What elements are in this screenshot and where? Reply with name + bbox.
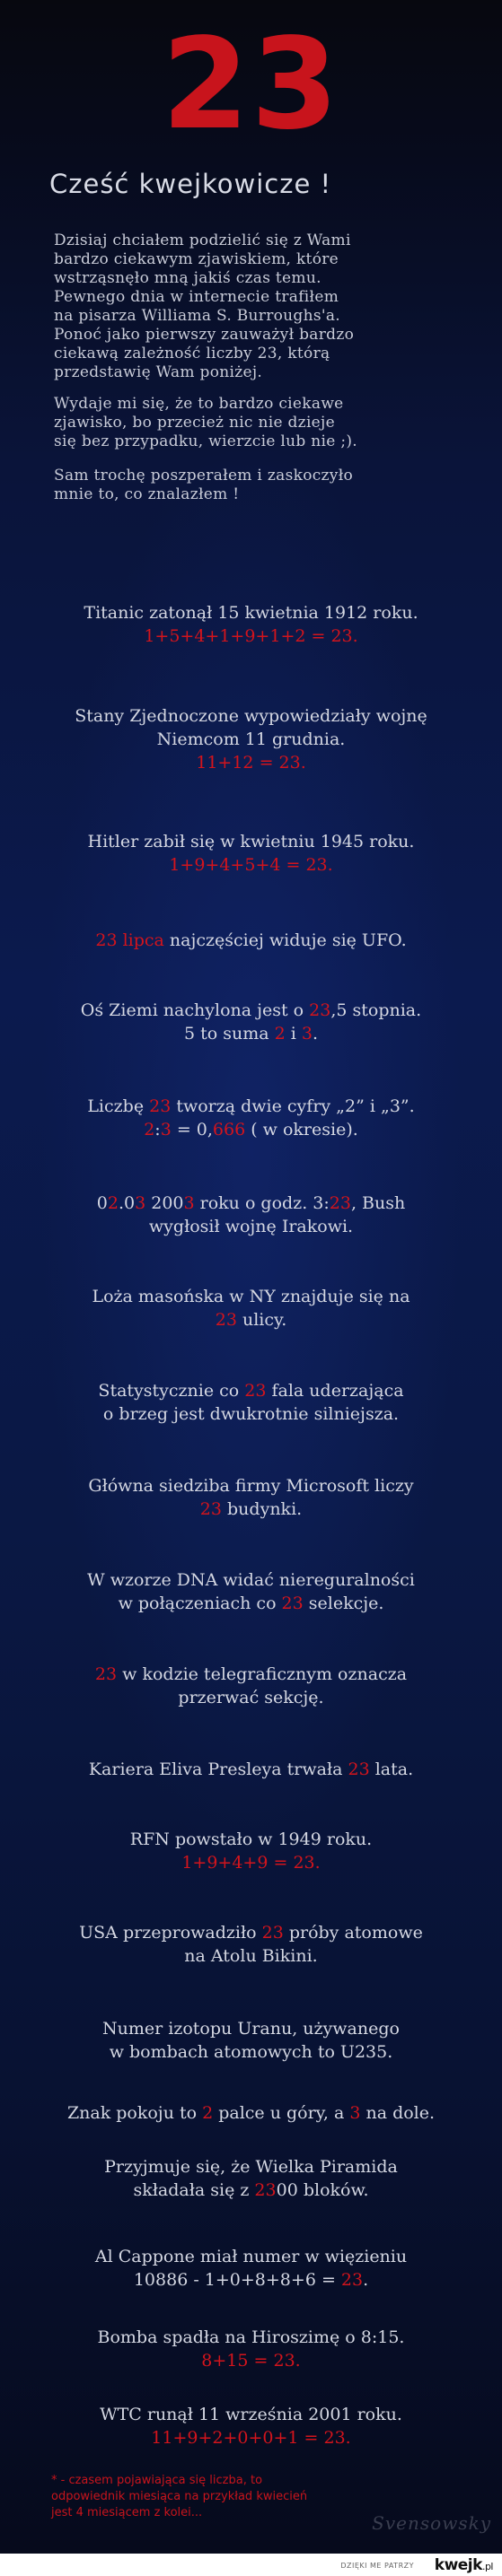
- intro-line: Wydaje mi się, że to bardzo ciekawe: [54, 395, 344, 413]
- fact-line: Bomba spadła na Hiroszimę o 8:15.: [97, 2327, 405, 2347]
- intro-line: ciekawą zależność liczby 23, którą: [54, 345, 330, 362]
- fact-peace-sign: [18, 2101, 484, 2125]
- intro-line: Sam trochę poszperałem i zaskoczyło: [54, 467, 354, 485]
- fact-hitler: [18, 830, 484, 877]
- footnote-line: odpowiednik miesiąca na przykład kwiecień: [51, 2490, 308, 2503]
- fact-line: W wzorze DNA widać niereguralności: [87, 1570, 415, 1590]
- highlight-23: 23: [215, 1310, 237, 1330]
- fact-atomic-tests: [18, 1921, 484, 1968]
- brand-domain: .pl: [481, 2561, 493, 2572]
- fact-line: o brzeg jest dwukrotnie silniejsza.: [102, 1404, 400, 1424]
- highlight-23: 23: [309, 1000, 331, 1020]
- fact-text: lata.: [369, 1760, 414, 1779]
- fact-masonic-lodge: [18, 1285, 484, 1332]
- fact-text: fala uderzająca: [266, 1381, 404, 1401]
- intro-paragraph-1: [54, 231, 467, 382]
- brand-name: kwejk: [434, 2556, 482, 2574]
- fact-line: Główna siedziba firmy Microsoft liczy: [88, 1476, 414, 1496]
- fact-text: składała się z: [133, 2180, 255, 2200]
- fact-line: [18, 2179, 484, 2202]
- fact-line: [18, 1663, 484, 1686]
- fact-line: [18, 1758, 484, 1781]
- fact-titanic: [18, 601, 484, 648]
- fact-text: .0: [118, 1193, 136, 1213]
- highlight-23: 23: [149, 1096, 172, 1116]
- fact-telegraph: [18, 1663, 484, 1709]
- fact-equation: 11+12 = 23.: [196, 753, 306, 773]
- fact-presley: [18, 1758, 484, 1781]
- site-footer-bar: [0, 2554, 502, 2576]
- fact-line: [18, 929, 484, 952]
- highlight-digit: 2: [144, 1120, 155, 1140]
- highlight-23: 23: [329, 1193, 351, 1213]
- intro-line: przedstawię Wam poniżej.: [54, 363, 263, 381]
- fact-text: 00 bloków.: [276, 2180, 369, 2200]
- fact-line: RFN powstało w 1949 roku.: [129, 1829, 373, 1849]
- intro-line: się bez przypadku, wierzcie lub nie ;).: [54, 432, 357, 450]
- greeting: Cześć kwejkowicze !: [49, 169, 332, 199]
- fact-text: ulicy.: [236, 1310, 287, 1330]
- fact-line: na Atolu Bikini.: [184, 1946, 318, 1966]
- fact-line: [18, 1095, 484, 1118]
- intro-paragraph-2: [54, 395, 467, 451]
- fact-text: 200: [145, 1193, 184, 1213]
- fact-line: WTC runął 11 września 2001 roku.: [100, 2405, 402, 2424]
- fact-digits: [18, 1095, 484, 1141]
- fact-text: palce u góry, a: [213, 2103, 350, 2123]
- fact-line: Stany Zjednoczone wypowiedziały wojnę: [75, 706, 427, 726]
- fact-equation: 1+5+4+1+9+1+2 = 23.: [144, 626, 358, 646]
- fact-line: przerwać sekcję.: [178, 1688, 324, 1707]
- fact-rfn: [18, 1828, 484, 1874]
- fact-text: Statystycznie co: [98, 1381, 245, 1401]
- intro-line: mnie to, co znalazłem !: [54, 485, 240, 503]
- fact-text: 0: [96, 1193, 108, 1213]
- fact-hiroshima: [18, 2326, 484, 2372]
- intro-line: wstrząsnęło mną jakiś czas temu.: [54, 269, 321, 287]
- highlight-23: 23: [94, 1664, 118, 1684]
- fact-bush: [18, 1192, 484, 1238]
- intro-line: bardzo ciekawym zjawiskiem, które: [54, 250, 339, 268]
- author-signature: Svensowsky: [372, 2512, 491, 2534]
- fact-text: , Bush: [350, 1193, 406, 1213]
- fact-text: 5 to suma: [183, 1024, 275, 1043]
- intro-paragraph-3: [54, 467, 467, 504]
- fact-line: [18, 2101, 484, 2125]
- fact-line: [18, 1379, 484, 1402]
- fact-line: Niemcom 11 grudnia.: [156, 729, 346, 749]
- highlight-23: 23: [199, 1499, 222, 1519]
- fact-text: tworzą dwie cyfry „2” i „3”.: [171, 1096, 415, 1116]
- fact-line: Numer izotopu Uranu, używanego: [102, 2019, 400, 2039]
- fact-text: budynki.: [221, 1499, 303, 1519]
- fact-line: [18, 1308, 484, 1332]
- fact-text: Oś Ziemi nachylona jest o: [80, 1000, 310, 1020]
- fact-line: [18, 1592, 484, 1615]
- fact-wtc: [18, 2403, 484, 2449]
- highlight-23: 23: [348, 1760, 370, 1779]
- fact-text: .: [312, 1024, 318, 1043]
- fact-equation: 1+9+4+9 = 23.: [181, 1853, 321, 1873]
- fact-text: selekcje.: [303, 1594, 384, 1613]
- highlight-digit: 3: [183, 1193, 195, 1213]
- intro-line: zjawisko, bo przecież nic nie dzieje: [54, 414, 335, 432]
- fact-usa: [18, 704, 484, 774]
- fact-equation: 11+9+2+0+0+1 = 23.: [151, 2428, 351, 2448]
- fact-microsoft: [18, 1474, 484, 1521]
- highlight-digit: 3: [135, 1193, 146, 1213]
- fact-line: Hitler zabił się w kwietniu 1945 roku.: [87, 832, 415, 851]
- headline-number: 23: [162, 12, 340, 158]
- intro-line: Dzisiaj chciałem podzielić się z Wami: [54, 231, 351, 249]
- highlight-666: 666: [212, 1120, 246, 1140]
- fact-dna: [18, 1568, 484, 1615]
- fact-ufo: [18, 929, 484, 952]
- highlight-digit: 3: [301, 1024, 313, 1043]
- fact-wave: [18, 1379, 484, 1426]
- intro-line: na pisarza Williama S. Burroughs'a.: [54, 307, 340, 325]
- highlight-digit: 2: [274, 1024, 286, 1043]
- highlight-digit: 3: [349, 2103, 361, 2123]
- highlight-digit: 3: [160, 1120, 172, 1140]
- highlight-23: 23: [281, 1594, 304, 1613]
- fact-text: = 0,: [171, 1120, 213, 1140]
- fact-line: Przyjmuje się, że Wielka Piramida: [104, 2157, 398, 2177]
- intro-line: Pewnego dnia w internecie trafiłem: [54, 288, 339, 306]
- brand-tagline: DZIĘKI ME PATRZY: [340, 2562, 414, 2570]
- fact-text: w połączeniach co: [118, 1594, 282, 1613]
- fact-text: Kariera Eliva Presleya trwała: [88, 1760, 348, 1779]
- fact-text: najczęściej widuje się UFO.: [163, 930, 407, 950]
- fact-text: .: [363, 2270, 369, 2290]
- footnote-line: * - czasem pojawiająca się liczba, to: [51, 2474, 263, 2487]
- fact-line: [18, 1118, 484, 1141]
- highlight-23: 23: [254, 2180, 277, 2200]
- fact-text: ( w okresie).: [245, 1120, 358, 1140]
- fact-text: próby atomowe: [283, 1923, 423, 1943]
- fact-text: Znak pokoju to: [66, 2103, 203, 2123]
- fact-text: roku o godz. 3:: [194, 1193, 330, 1213]
- fact-line: Loża masońska w NY znajduje się na: [92, 1287, 410, 1306]
- fact-earth-axis: [18, 999, 484, 1045]
- fact-capone: [18, 2245, 484, 2292]
- fact-pyramid: [18, 2155, 484, 2202]
- fact-equation: 8+15 = 23.: [201, 2351, 301, 2371]
- highlight-23: 23: [340, 2270, 364, 2290]
- fact-line: [18, 1022, 484, 1045]
- fact-line: [18, 1498, 484, 1521]
- fact-line: [18, 1192, 484, 1215]
- fact-line: [18, 1921, 484, 1944]
- intro-line: Ponoć jako pierwszy zauważył bardzo: [54, 326, 355, 344]
- fact-line: wygłosił wojnę Irakowi.: [148, 1217, 354, 1236]
- fact-text: Liczbę: [87, 1096, 150, 1116]
- fact-equation: 1+9+4+5+4 = 23.: [169, 855, 333, 875]
- fact-line: [18, 999, 484, 1022]
- fact-line: Al Cappone miał numer w więzieniu: [94, 2247, 408, 2266]
- fact-line: w bombach atomowych to U235.: [109, 2042, 393, 2062]
- highlight-23: 23: [261, 1923, 284, 1943]
- fact-line: [18, 2268, 484, 2292]
- fact-uranium: [18, 2017, 484, 2064]
- fact-text: :: [154, 1120, 161, 1140]
- footnote-line: jest 4 miesiącem z kolei...: [51, 2506, 203, 2519]
- fact-text: w kodzie telegraficznym oznacza: [117, 1664, 408, 1684]
- highlight-23: 23: [244, 1381, 267, 1401]
- kwejk-logo-link[interactable]: [435, 2556, 493, 2574]
- highlight-digit: 2: [107, 1193, 119, 1213]
- fact-text: ,5 stopnia.: [330, 1000, 422, 1020]
- highlight-digit: 2: [202, 2103, 214, 2123]
- highlight-23: 23 lipca: [95, 930, 164, 950]
- fact-text: i: [285, 1024, 302, 1043]
- fact-text: 10886 - 1+0+8+8+6 =: [133, 2270, 341, 2290]
- fact-text: na dole.: [360, 2103, 436, 2123]
- fact-text: USA przeprowadziło: [79, 1923, 262, 1943]
- fact-line: Titanic zatonął 15 kwietnia 1912 roku.: [84, 603, 418, 623]
